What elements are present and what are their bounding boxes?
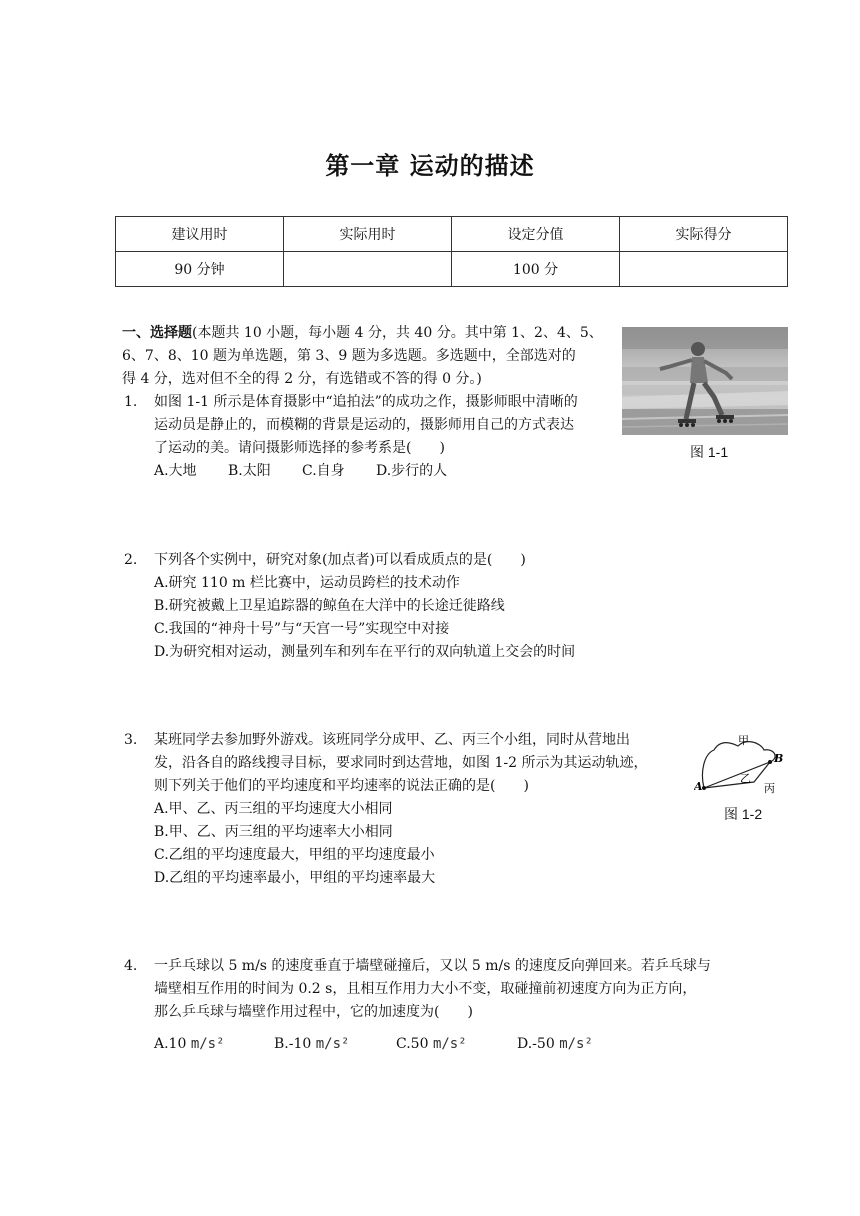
question-stem-line: 则下列关于他们的平均速度和平均速率的说法正确的是( ): [154, 778, 529, 794]
question-number: 1.: [124, 394, 138, 410]
table-row: [116, 252, 788, 287]
section-intro-line: 得 4 分，选对但不全的得 2 分，有选错或不答的得 0 分。): [122, 371, 482, 387]
label-yi: 乙: [740, 772, 751, 785]
option-c: C.自身: [302, 463, 345, 479]
question-stem-line: 如图 1-1 所示是体育摄影中“追拍法”的成功之作，摄影师眼中清晰的: [154, 394, 578, 410]
question-stem-line: 一乒乓球以 5 m/s 的速度垂直于墙壁碰撞后，又以 5 m/s 的速度反向弹回来。若乒乓球与: [154, 958, 711, 974]
option-b: B.研究被戴上卫星追踪器的鲸鱼在大洋中的长途迁徙路线: [154, 598, 505, 614]
table-cell: [284, 252, 452, 287]
figure-caption: 图 1-1: [690, 444, 729, 460]
path-diagram: [694, 732, 790, 798]
option-a: [154, 1033, 225, 1056]
table-cell: [620, 252, 788, 287]
table-header-cell: 设定分值: [452, 217, 620, 252]
section-heading: 一、选择题: [122, 325, 192, 341]
question-number: 3.: [124, 732, 138, 748]
option-b: B.太阳: [228, 463, 271, 479]
option-value: D.-50: [517, 1036, 555, 1052]
point-a: [702, 786, 706, 790]
section-intro-line: [122, 322, 603, 345]
label-b: B: [774, 752, 784, 765]
question-number: 2.: [124, 552, 138, 568]
question-stem-line: 了运动的美。请问摄影师选择的参考系是( ): [154, 440, 445, 456]
option-a: A.甲、乙、丙三组的平均速度大小相同: [154, 801, 393, 817]
score-table: [115, 216, 788, 287]
question-number: 4.: [124, 958, 138, 974]
option-d: D.步行的人: [376, 463, 448, 479]
option-d: D.为研究相对运动，测量列车和列车在平行的双向轨道上交会的时间: [154, 644, 576, 660]
table-header-cell: 建议用时: [116, 217, 284, 252]
table-header-cell: 实际得分: [620, 217, 788, 252]
option-b: B.甲、乙、丙三组的平均速率大小相同: [154, 824, 393, 840]
table-header-row: [116, 217, 788, 252]
unit-label: m/s²: [190, 1036, 225, 1052]
option-value: C.50: [396, 1036, 429, 1052]
option-c: C.乙组的平均速度最大，甲组的平均速度最小: [154, 847, 435, 863]
unit-label: m/s²: [315, 1036, 350, 1052]
question-stem-line: 某班同学去参加野外游戏。该班同学分成甲、乙、丙三个小组，同时从营地出: [154, 732, 630, 748]
option-value: A.10: [154, 1036, 187, 1052]
table-header-cell: 实际用时: [284, 217, 452, 252]
table-cell: 100 分: [452, 252, 620, 287]
page-title: 第一章 运动的描述: [325, 152, 535, 180]
table-cell: 90 分钟: [116, 252, 284, 287]
option-a: A.大地: [154, 463, 197, 479]
option-a: A.研究 110 m 栏比赛中，运动员跨栏的技术动作: [154, 575, 460, 591]
question-stem-line: 运动员是静止的，而模糊的背景是运动的，摄影师用自己的方式表达: [154, 417, 574, 433]
section-intro-text: (本题共 10 小题，每小题 4 分，共 40 分。其中第 1、2、4、5、: [192, 325, 603, 341]
option-value: B.-10: [274, 1036, 312, 1052]
label-jia: 甲: [738, 734, 749, 747]
label-bing: 丙: [764, 782, 775, 795]
question-stem-line: 发，沿各自的路线搜寻目标，要求同时到达营地，如图 1-2 所示为其运动轨迹，: [154, 755, 648, 771]
unit-label: m/s²: [432, 1036, 467, 1052]
question-stem-line: 那么乒乓球与墙壁作用过程中，它的加速度为( ): [154, 1004, 473, 1020]
figure-caption: 图 1-2: [724, 806, 763, 822]
point-b: [768, 760, 772, 764]
question-stem-line: 墙壁相互作用的时间为 0.2 s，且相互作用力大小不变，取碰撞前初速度方向为正方向，: [154, 981, 697, 997]
option-b: [274, 1033, 349, 1056]
option-c: C.我国的“神舟十号”与“天宫一号”实现空中对接: [154, 621, 450, 637]
option-c: [396, 1033, 467, 1056]
section-intro-line: 6、7、8、10 题为单选题，第 3、9 题为多选题。多选题中，全部选对的: [122, 348, 576, 364]
question-stem-line: 下列各个实例中，研究对象(加点者)可以看成质点的是( ): [154, 552, 526, 568]
label-a: A: [694, 780, 703, 793]
skater-photo: [622, 327, 788, 435]
option-d: [517, 1033, 593, 1056]
unit-label: m/s²: [559, 1036, 593, 1052]
option-d: D.乙组的平均速率最小，甲组的平均速率最大: [154, 870, 436, 886]
